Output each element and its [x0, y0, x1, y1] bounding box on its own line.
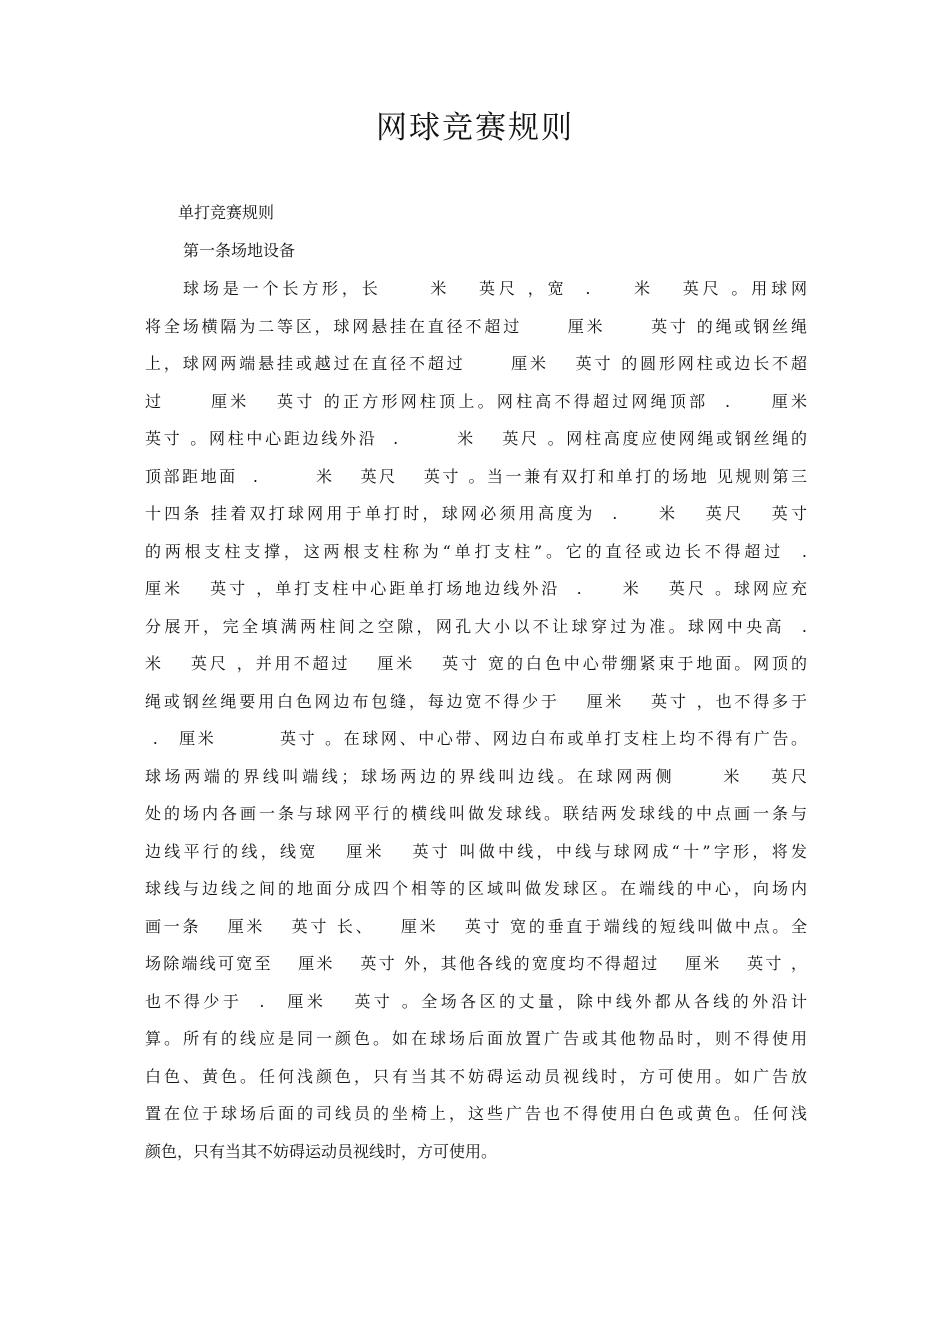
body-line: 顶部距地面 . 米 英尺 英寸 。当一兼有双打和单打的场地 见规则第三 — [145, 466, 807, 486]
article-heading: 第一条场地设备 — [183, 241, 296, 260]
body-line: 置在位于球场后面的司线员的坐椅上，这些广告也不得使用白色或黄色。任何浅 — [145, 1104, 807, 1123]
body-line: 处的场内各画一条与球网平行的横线叫做发球线。联结两发球线的中点画一条与 — [145, 804, 807, 823]
body-line: 上，球网两端悬挂或越过在直径不超过 厘米 英寸 的圆形网柱或边长不超 — [145, 354, 807, 373]
body-paragraph — [145, 275, 807, 1175]
section-heading: 单打竞赛规则 — [178, 203, 275, 222]
body-line: 也不得少于 . 厘米 英寸 。全场各区的丈量，除中线外都从各线的外沿计 — [145, 991, 807, 1011]
body-line: 白色、黄色。任何浅颜色，只有当其不妨碍运动员视线时，方可使用。如广告放 — [145, 1066, 807, 1086]
body-line: 分展开，完全填满两柱间之空隙，网孔大小以不让球穿过为准。球网中央高 . — [145, 616, 807, 636]
body-line: 米 英尺 ，并用不超过 厘米 英寸 宽的白色中心带绷紧束于地面。网顶的 — [145, 654, 807, 673]
body-line: 的两根支柱支撑，这两根支柱称为“单打支柱”。它的直径或边长不得超过 . — [145, 541, 807, 561]
body-line: 场除端线可宽至 厘米 英寸 外，其他各线的宽度均不得超过 厘米 英寸 ， — [145, 954, 807, 973]
body-line: 算。所有的线应是同一颜色。如在球场后面放置广告或其他物品时，则不得使用 — [145, 1029, 807, 1048]
body-line: 绳或钢丝绳要用白色网边布包缝，每边宽不得少于 厘米 英寸 ，也不得多于 — [145, 691, 807, 711]
body-line: 球线与边线之间的地面分成四个相等的区域叫做发球区。在端线的中心，向场内 — [145, 879, 807, 898]
body-line: 球场两端的界线叫端线；球场两边的界线叫边线。在球网两侧 米 英尺 — [145, 766, 807, 786]
body-line: . 厘米 英寸 。在球网、中心带、网边白布或单打支柱上均不得有广告。 — [145, 729, 807, 748]
body-line: 英寸 。网柱中心距边线外沿 . 米 英尺 。网柱高度应使网绳或钢丝绳的 — [145, 429, 807, 448]
body-line: 颜色，只有当其不妨碍运动员视线时，方可使用。 — [145, 1141, 498, 1161]
body-line: 将全场横隔为二等区，球网悬挂在直径不超过 厘米 英寸 的绳或钢丝绳 — [145, 316, 807, 336]
body-line: 厘米 英寸 ，单打支柱中心距单打场地边线外沿 . 米 英尺 。球网应充 — [145, 579, 807, 598]
body-line: 过 厘米 英寸 的正方形网柱顶上。网柱高不得超过网绳顶部 . 厘米 — [145, 391, 807, 411]
body-line: 边线平行的线，线宽 厘米 英寸 叫做中线，中线与球网成“十”字形，将发 — [145, 841, 807, 861]
body-line: 球场是一个长方形，长 米 英尺 ，宽 . 米 英尺 。用球网 — [183, 279, 807, 298]
body-line: 画一条 厘米 英寸 长、 厘米 英寸 宽的垂直于端线的短线叫做中点。全 — [145, 916, 807, 936]
body-line: 十四条 挂着双打球网用于单打时，球网必须用高度为 . 米 英尺 英寸 — [145, 504, 807, 523]
document-title: 网球竞赛规则 — [376, 110, 574, 146]
